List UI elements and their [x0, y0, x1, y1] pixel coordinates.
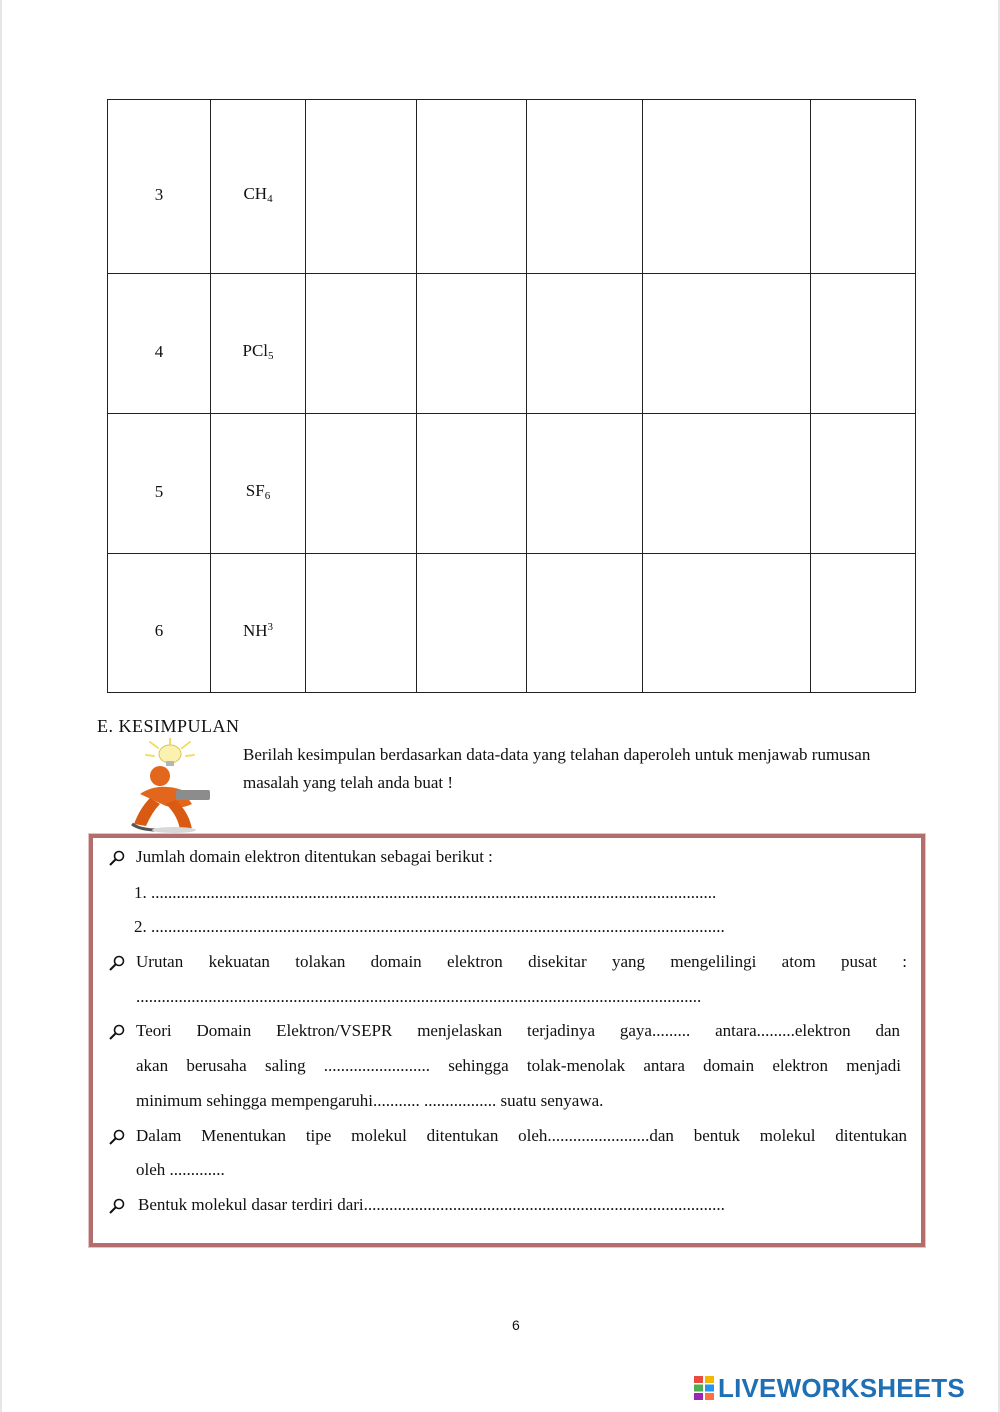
- table-row: [108, 100, 916, 274]
- conclusion-item-domain-count: Jumlah domain elektron ditentukan sebagai berikut :: [136, 847, 493, 866]
- thinking-figure-illustration: [110, 738, 230, 834]
- answer-cell[interactable]: [417, 554, 527, 693]
- page-edge-left: [0, 0, 2, 1412]
- conclusion-item-repulsion-order: Urutan kekuatan tolakan domain elektron disekitar yang mengelilingi atom pusat :: [136, 952, 907, 971]
- answer-cell[interactable]: [643, 554, 811, 693]
- answer-cell[interactable]: [417, 100, 527, 274]
- answer-cell[interactable]: [643, 274, 811, 414]
- section-title: E. KESIMPULAN: [97, 716, 240, 736]
- molecule-formula: $NH^3$: [242, 621, 274, 640]
- answer-cell[interactable]: [527, 274, 643, 414]
- molecule-formula: $SF_6$: [245, 481, 271, 502]
- answer-cell[interactable]: [306, 554, 417, 693]
- answer-cell[interactable]: [527, 554, 643, 693]
- data-table: [107, 99, 916, 693]
- magnifier-bullet-icon: [108, 1197, 126, 1215]
- table-row: [108, 554, 916, 693]
- answer-cell[interactable]: [527, 100, 643, 274]
- answer-cell[interactable]: [417, 414, 527, 554]
- row-number: 4: [154, 341, 164, 361]
- liveworksheets-logo-icon: [694, 1376, 714, 1400]
- liveworksheets-logo-text: LIVEWORKSHEETS: [718, 1372, 965, 1403]
- answer-blank-2[interactable]: 2. .......................................................................................................................................: [134, 917, 725, 936]
- conclusion-item-molecule-type-1: Dalam Menentukan tipe molekul ditentukan oleh........................dan bentuk molekul ditentukan: [136, 1126, 907, 1145]
- conclusion-item-vsepr-2: akan berusaha saling ......................... sehingga tolak-menolak antara domain elektron menjadi: [136, 1056, 901, 1075]
- table-row: [108, 414, 916, 554]
- magnifier-bullet-icon: [108, 849, 126, 867]
- answer-cell[interactable]: [811, 414, 916, 554]
- answer-cell[interactable]: [527, 414, 643, 554]
- answer-blank-1[interactable]: 1. .....................................................................................................................................: [134, 883, 717, 902]
- conclusion-item-vsepr-1: Teori Domain Elektron/VSEPR menjelaskan terjadinya gaya......... antara.........elektron dan: [136, 1021, 900, 1040]
- row-number: 6: [154, 621, 164, 640]
- answer-cell[interactable]: [643, 100, 811, 274]
- liveworksheets-logo[interactable]: [694, 1372, 965, 1404]
- conclusion-item-molecule-type-2: oleh .............: [136, 1160, 225, 1179]
- answer-cell[interactable]: [811, 100, 916, 274]
- molecule-formula: PCl$_5$: [242, 341, 274, 362]
- conclusion-item-basic-shapes: Bentuk molekul dasar terdiri dari.....................................................................................: [138, 1195, 725, 1214]
- answer-cell[interactable]: [811, 274, 916, 414]
- magnifier-bullet-icon: [108, 1128, 126, 1146]
- answer-cell[interactable]: [306, 100, 417, 274]
- molecule-formula: $CH_4$: [243, 184, 273, 205]
- row-number: 3: [154, 184, 164, 204]
- instruction-text: Berilah kesimpulan berdasarkan data-data yang telahan daperoleh untuk menjawab rumusan masalah yang telah anda buat !: [243, 745, 871, 792]
- magnifier-bullet-icon: [108, 1023, 126, 1041]
- table-row: [108, 274, 916, 414]
- page-number: 6: [512, 1317, 520, 1333]
- magnifier-bullet-icon: [108, 954, 126, 972]
- conclusion-item-vsepr-3: minimum sehingga mempengaruhi........... ................. suatu senyawa.: [136, 1091, 604, 1110]
- row-number: 5: [154, 481, 164, 501]
- answer-cell[interactable]: [306, 274, 417, 414]
- answer-cell[interactable]: [643, 414, 811, 554]
- answer-cell[interactable]: [811, 554, 916, 693]
- answer-blank-repulsion[interactable]: .....................................................................................................................................: [136, 987, 702, 1006]
- answer-cell[interactable]: [417, 274, 527, 414]
- answer-cell[interactable]: [306, 414, 417, 554]
